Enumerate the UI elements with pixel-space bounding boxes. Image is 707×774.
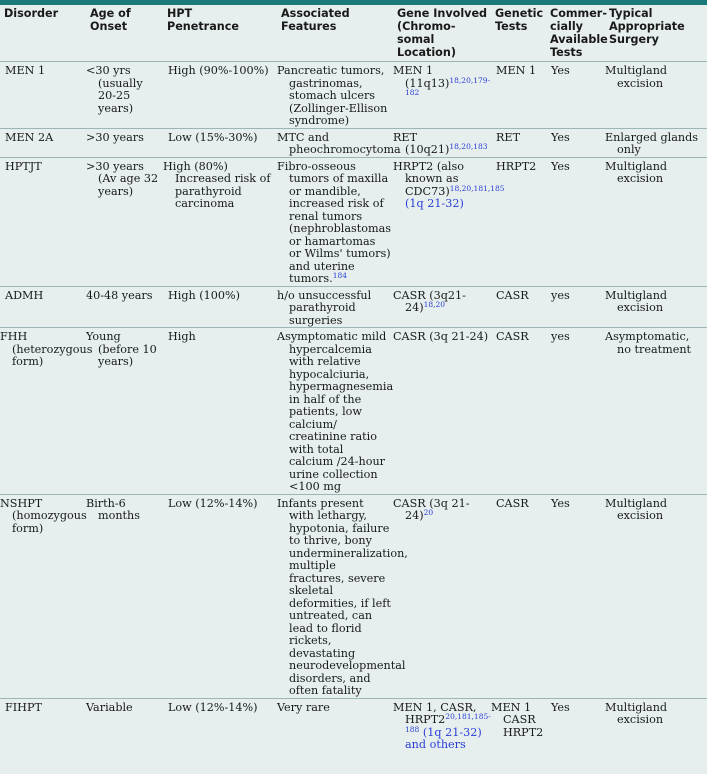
header-disorder: Disorder xyxy=(0,5,86,62)
cell-commercial: Yes xyxy=(546,698,605,774)
cell-features: Infants present with lethargy, hypotonia, failure to thrive, bony undermineralization, multiple fractures, severe skeletal deformities, if left untreated, can lead to florid rickets, devastating neurodevelopmental disorders, and often fatality xyxy=(277,494,393,698)
cell-disorder: HPTJT xyxy=(0,157,86,286)
cell-penetrance: High (90%-100%) xyxy=(163,62,277,129)
table-row xyxy=(0,128,707,157)
cell-features: h/o unsuccessful parathyroid surgeries xyxy=(277,286,393,328)
cell-age: Young (before 10 years) xyxy=(86,328,163,495)
cell-commercial: Yes xyxy=(546,62,605,129)
cell-age: Birth-6 months xyxy=(86,494,163,698)
cell-surgery: Multigland excision xyxy=(605,157,707,286)
gene-reference-link[interactable]: 20 xyxy=(423,508,434,517)
cell-surgery: Enlarged glands only xyxy=(605,128,707,157)
header-gene-involved: Gene Involved (Chromo- somal Location) xyxy=(393,5,491,62)
header-age-of-onset: Age of Onset xyxy=(86,5,163,62)
features-reference-link[interactable]: 184 xyxy=(332,271,348,280)
cell-gene: CASR (3q 21-24) xyxy=(393,328,491,495)
cell-tests: CASR xyxy=(491,328,546,495)
cell-disorder: ADMH xyxy=(0,286,86,328)
gene-reference-link[interactable]: 18,20,179-182 xyxy=(405,75,491,97)
cell-tests: RET xyxy=(491,128,546,157)
cell-surgery: Multigland excision xyxy=(605,494,707,698)
cell-age: >30 years (Av age 32 years) xyxy=(86,157,163,286)
table-row xyxy=(0,286,707,328)
cell-gene: RET (10q21)$^{18,20,183}$ xyxy=(393,128,491,157)
cell-penetrance: Low (15%-30%) xyxy=(163,128,277,157)
cell-gene: CASR (3q21-24)$^{18,20}$ xyxy=(393,286,491,328)
cell-commercial: yes xyxy=(546,328,605,495)
cell-commercial: yes xyxy=(546,286,605,328)
cell-commercial: Yes xyxy=(546,494,605,698)
cell-tests: MEN 1 xyxy=(491,62,546,129)
cell-disorder: FIHPT xyxy=(0,698,86,774)
cell-penetrance: High (100%) xyxy=(163,286,277,328)
cell-tests: HRPT2 xyxy=(491,157,546,286)
table-row xyxy=(0,698,707,774)
cell-gene: HRPT2 (also known as CDC73)$^{18,20,181,185}$ (1q 21-32) xyxy=(393,157,491,286)
gene-reference-link[interactable]: 20,181,185-188 xyxy=(405,712,491,734)
cell-age: >30 years xyxy=(86,128,163,157)
gene-location-link[interactable]: (1q 21-32) and others xyxy=(405,725,482,751)
cell-penetrance: Low (12%-14%) xyxy=(163,494,277,698)
cell-tests: MEN 1 CASR HRPT2 xyxy=(491,698,546,774)
cell-penetrance: High xyxy=(163,328,277,495)
hereditary-hyperparathyroidism-table xyxy=(0,5,707,774)
gene-reference-link[interactable]: 18,20,181,185 xyxy=(449,183,505,193)
header-surgery: Typical Appropriate Surgery xyxy=(605,5,707,62)
cell-age: <30 yrs (usually 20-25 years) xyxy=(86,62,163,129)
cell-gene: MEN 1, CASR, HRPT2$^{20,181,185-188}$ (1q 21-32) and others xyxy=(393,698,491,774)
header-hpt-penetrance: HPT Penetrance xyxy=(163,5,277,62)
cell-disorder: MEN 2A xyxy=(0,128,86,157)
cell-commercial: Yes xyxy=(546,128,605,157)
cell-features: Pancreatic tumors, gastrinomas, stomach ulcers (Zollinger-Ellison syndrome) xyxy=(277,62,393,129)
header-associated-features: Associated Features xyxy=(277,5,393,62)
cell-surgery: Multigland excision xyxy=(605,698,707,774)
header-row xyxy=(0,5,707,62)
cell-disorder: FHH (heterozygous form) xyxy=(0,328,86,495)
cell-penetrance: Low (12%-14%) xyxy=(163,698,277,774)
cell-tests: CASR xyxy=(491,286,546,328)
table-row xyxy=(0,494,707,698)
gene-reference-link[interactable]: 18,20,183 xyxy=(449,142,488,151)
cell-surgery: Asymptomatic, no treatment xyxy=(605,328,707,495)
cell-features: Very rare xyxy=(277,698,393,774)
cell-commercial: Yes xyxy=(546,157,605,286)
gene-location-link[interactable]: (1q 21-32) xyxy=(405,197,464,210)
cell-surgery: Multigland excision xyxy=(605,62,707,129)
header-commercial-tests: Commer- cially Available Tests xyxy=(546,5,605,62)
cell-tests: CASR xyxy=(491,494,546,698)
cell-surgery: Multigland excision xyxy=(605,286,707,328)
gene-reference-link[interactable]: 18,20 xyxy=(423,300,446,309)
cell-disorder: MEN 1 xyxy=(0,62,86,129)
table-row xyxy=(0,157,707,286)
header-genetic-tests: Genetic Tests xyxy=(491,5,546,62)
cell-disorder: NSHPT (homozygous form) xyxy=(0,494,86,698)
cell-features: Asymptomatic mild hypercalcemia with relative hypocalciuria, hypermagnesemia in half of the patients, low calcium/ creatinine ratio with total calcium /24-hour urine collection <100 mg xyxy=(277,328,393,495)
cell-age: 40-48 years xyxy=(86,286,163,328)
table-row xyxy=(0,62,707,129)
cell-features: MTC and pheochromocytoma xyxy=(277,128,393,157)
cell-gene: CASR (3q 21-24)$^{20}$ xyxy=(393,494,491,698)
cell-gene: MEN 1 (11q13)$^{18,20,179-182}$ xyxy=(393,62,491,129)
cell-age: Variable xyxy=(86,698,163,774)
cell-features: Fibro-osseous tumors of maxilla or mandible, increased risk of renal tumors (nephroblastomas or hamartomas or Wilms' tumors) and uterine tumors.$^{184}$ xyxy=(277,157,393,286)
cell-penetrance: High (80%) Increased risk of parathyroid carcinoma xyxy=(163,157,277,286)
table-row xyxy=(0,328,707,495)
